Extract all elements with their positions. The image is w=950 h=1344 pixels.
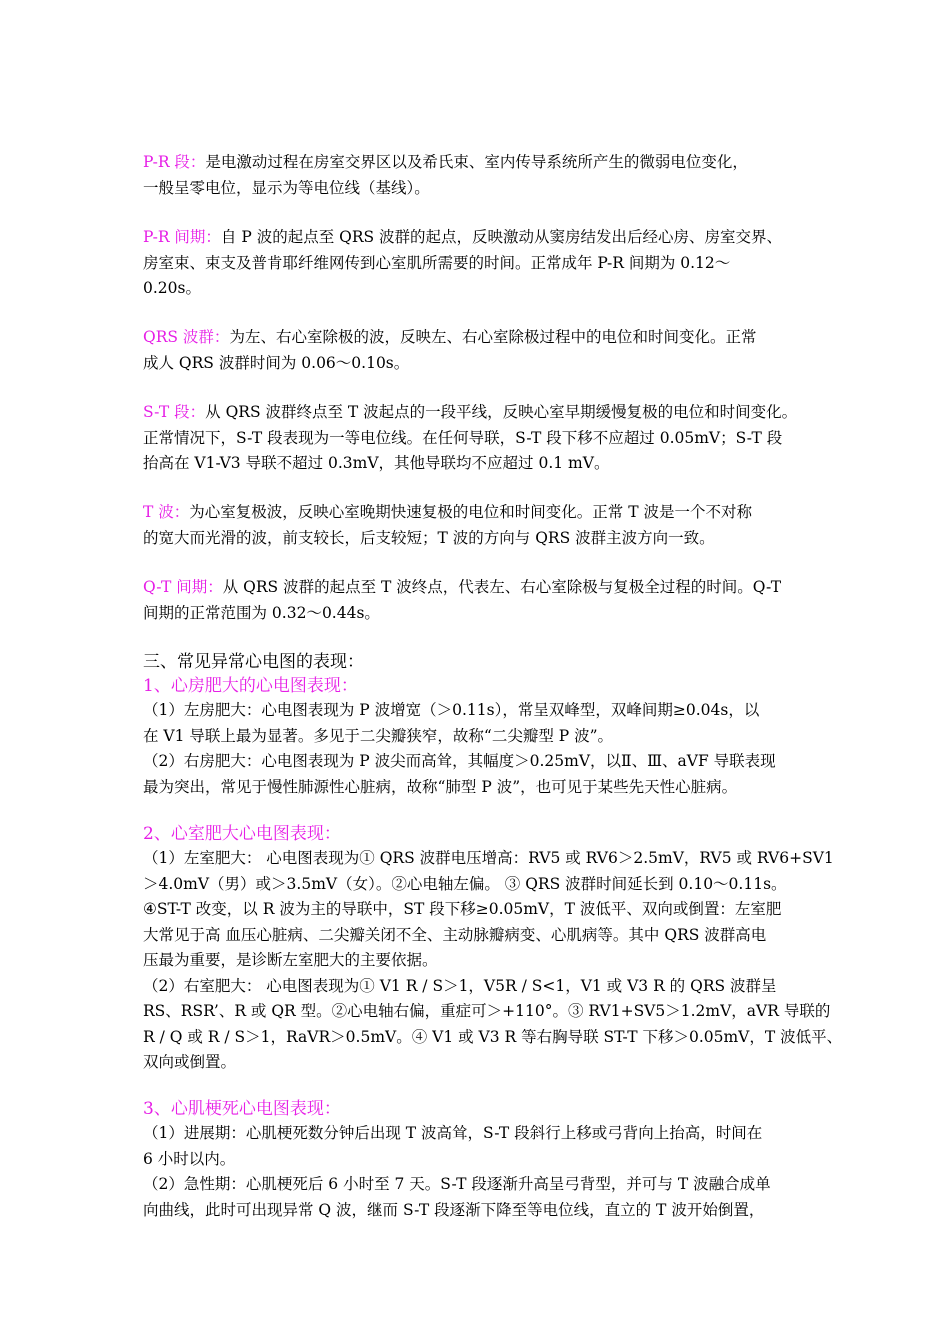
paragraph-line: 最为突出，常见于慢性肺源性心脏病，故称“肺型 P 波”，也可见于某些先天性心脏病。 xyxy=(143,777,738,796)
definition-line: 房室束、束支及普肯耶纤维网传到心室肌所需要的时间。正常成年 P-R 间期为 0.12～ xyxy=(143,253,731,272)
term-label: P-R 段： xyxy=(143,153,206,171)
definition-line: 0.20s。 xyxy=(143,279,201,297)
definition-st-segment xyxy=(143,400,815,477)
paragraph-line: （2）右室肥大： 心电图表现为① V1 R / S＞1，V5R / S<1，V1 或 V3 R 的 QRS 波群呈 xyxy=(143,976,777,995)
paragraph-line: R / Q 或 R / S＞1，RaVR＞0.5mV。④ V1 或 V3 R 等右胸导联 ST-T 下移＞0.05mV，T 波低平、 xyxy=(143,1027,843,1046)
definition-text: 自 P 波的起点至 QRS 波群的起点，反映激动从窦房结发出后经心房、房室交界、 xyxy=(220,228,783,246)
term-label: T 波： xyxy=(143,503,190,521)
subsection-heading-ventricular: 2、心室肥大心电图表现： xyxy=(143,824,341,844)
definition-line: 抬高在 V1-V3 导联不超过 0.3mV，其他导联均不应超过 0.1 mV。 xyxy=(143,454,610,472)
definition-text: 为左、右心室除极的波，反映左、右心室除极过程中的电位和时间变化。正常 xyxy=(229,328,757,346)
definition-text: 是电激动过程在房室交界区以及希氏束、室内传导系统所产生的微弱电位变化， xyxy=(205,153,748,171)
term-label: S-T 段： xyxy=(143,403,206,421)
definition-line xyxy=(143,150,815,176)
definition-pr-interval xyxy=(143,225,815,302)
definition-line xyxy=(143,225,815,251)
section-abnormal-ecg xyxy=(143,650,815,800)
paragraph-line: （1）左房肥大：心电图表现为 P 波增宽（＞0.11s），常呈双峰型，双峰间期≥0.04s，以 xyxy=(143,701,760,719)
paragraph-line: 双向或倒置。 xyxy=(143,1053,237,1071)
definition-line xyxy=(143,575,815,601)
paragraph-line: 大常见于高 血压心脏病、二尖瓣关闭不全、主动脉瓣病变、心肌病等。其中 QRS 波群高电 xyxy=(143,925,767,944)
paragraph-line: ＞4.0mV（男）或＞3.5mV（女）。②心电轴左偏。 ③ QRS 波群时间延长到 0.10～0.11s。 xyxy=(143,874,787,893)
definition-line: 成人 QRS 波群时间为 0.06～0.10s。 xyxy=(143,353,410,372)
definition-line: 的宽大而光滑的波，前支较长，后支较短；T 波的方向与 QRS 波群主波方向一致。 xyxy=(143,528,715,547)
subsection-heading-atrial: 1、心房肥大的心电图表现： xyxy=(143,676,358,696)
definition-qrs-complex xyxy=(143,325,815,376)
paragraph-line: RS、RSR’、R 或 QR 型。②心电轴右偏，重症可＞+110°。③ RV1+SV5＞1.2mV，aVR 导联的 xyxy=(143,1002,831,1020)
definition-line: 正常情况下，S-T 段表现为一等电位线。在任何导联，S-T 段下移不应超过 0.05mV；S-T 段 xyxy=(143,428,783,447)
paragraph-line: 6 小时以内。 xyxy=(143,1149,236,1168)
definition-pr-segment xyxy=(143,150,815,201)
paragraph-line: （2）急性期：心肌梗死后 6 小时至 7 天。S-T 段逐渐升高呈弓背型，并可与 T 波融合成单 xyxy=(143,1175,771,1193)
definition-text: 为心室复极波，反映心室晚期快速复极的电位和时间变化。正常 T 波是一个不对称 xyxy=(189,503,752,521)
paragraph-line: 压最为重要，是诊断左室肥大的主要依据。 xyxy=(143,951,438,969)
paragraph-line: （1）进展期：心肌梗死数分钟后出现 T 波高耸，S-T 段斜行上移或弓背向上抬高，时间在 xyxy=(143,1124,763,1142)
paragraph-line: ④ST-T 改变，以 R 波为主的导联中，ST 段下移≥0.05mV，T 波低平、双向或倒置：左室肥 xyxy=(143,900,782,918)
definition-line xyxy=(143,400,815,426)
definition-text: 从 QRS 波群终点至 T 波起点的一段平线，反映心室早期缓慢复极的电位和时间变化。 xyxy=(205,403,798,421)
subsection-heading-infarction: 3、心肌梗死心电图表现： xyxy=(143,1099,341,1119)
definition-line: 一般呈零电位，显示为等电位线（基线）。 xyxy=(143,178,430,197)
paragraph-line: 向曲线，此时可出现异常 Q 波，继而 S-T 段逐渐下降至等电位线，直立的 T 波开始倒置， xyxy=(143,1200,765,1219)
term-label: Q-T 间期： xyxy=(143,578,223,596)
subsection-ventricular xyxy=(143,822,843,1076)
definition-qt-interval xyxy=(143,575,815,626)
section-title: 三、常见异常心电图的表现： xyxy=(143,652,364,672)
definition-line: 间期的正常范围为 0.32～0.44s。 xyxy=(143,603,380,622)
definition-t-wave xyxy=(143,500,815,551)
paragraph-line: 在 V1 导联上最为显著。多见于二尖瓣狭窄，故称“二尖瓣型 P 波”。 xyxy=(143,726,614,745)
term-label: P-R 间期： xyxy=(143,228,221,246)
definition-text: 从 QRS 波群的起点至 T 波终点，代表左、右心室除极与复极全过程的时间。Q-T xyxy=(222,578,782,596)
paragraph-line: （1）左室肥大： 心电图表现为① QRS 波群电压增高：RV5 或 RV6＞2.5mV，RV5 或 RV6+SV1 xyxy=(143,849,834,867)
definition-line xyxy=(143,500,815,526)
paragraph-line: （2）右房肥大：心电图表现为 P 波尖而高耸，其幅度＞0.25mV，以Ⅱ、Ⅲ、aVF 导联表现 xyxy=(143,752,776,770)
definition-line xyxy=(143,325,815,351)
subsection-myocardial-infarction xyxy=(143,1097,815,1223)
term-label: QRS 波群： xyxy=(143,328,230,346)
